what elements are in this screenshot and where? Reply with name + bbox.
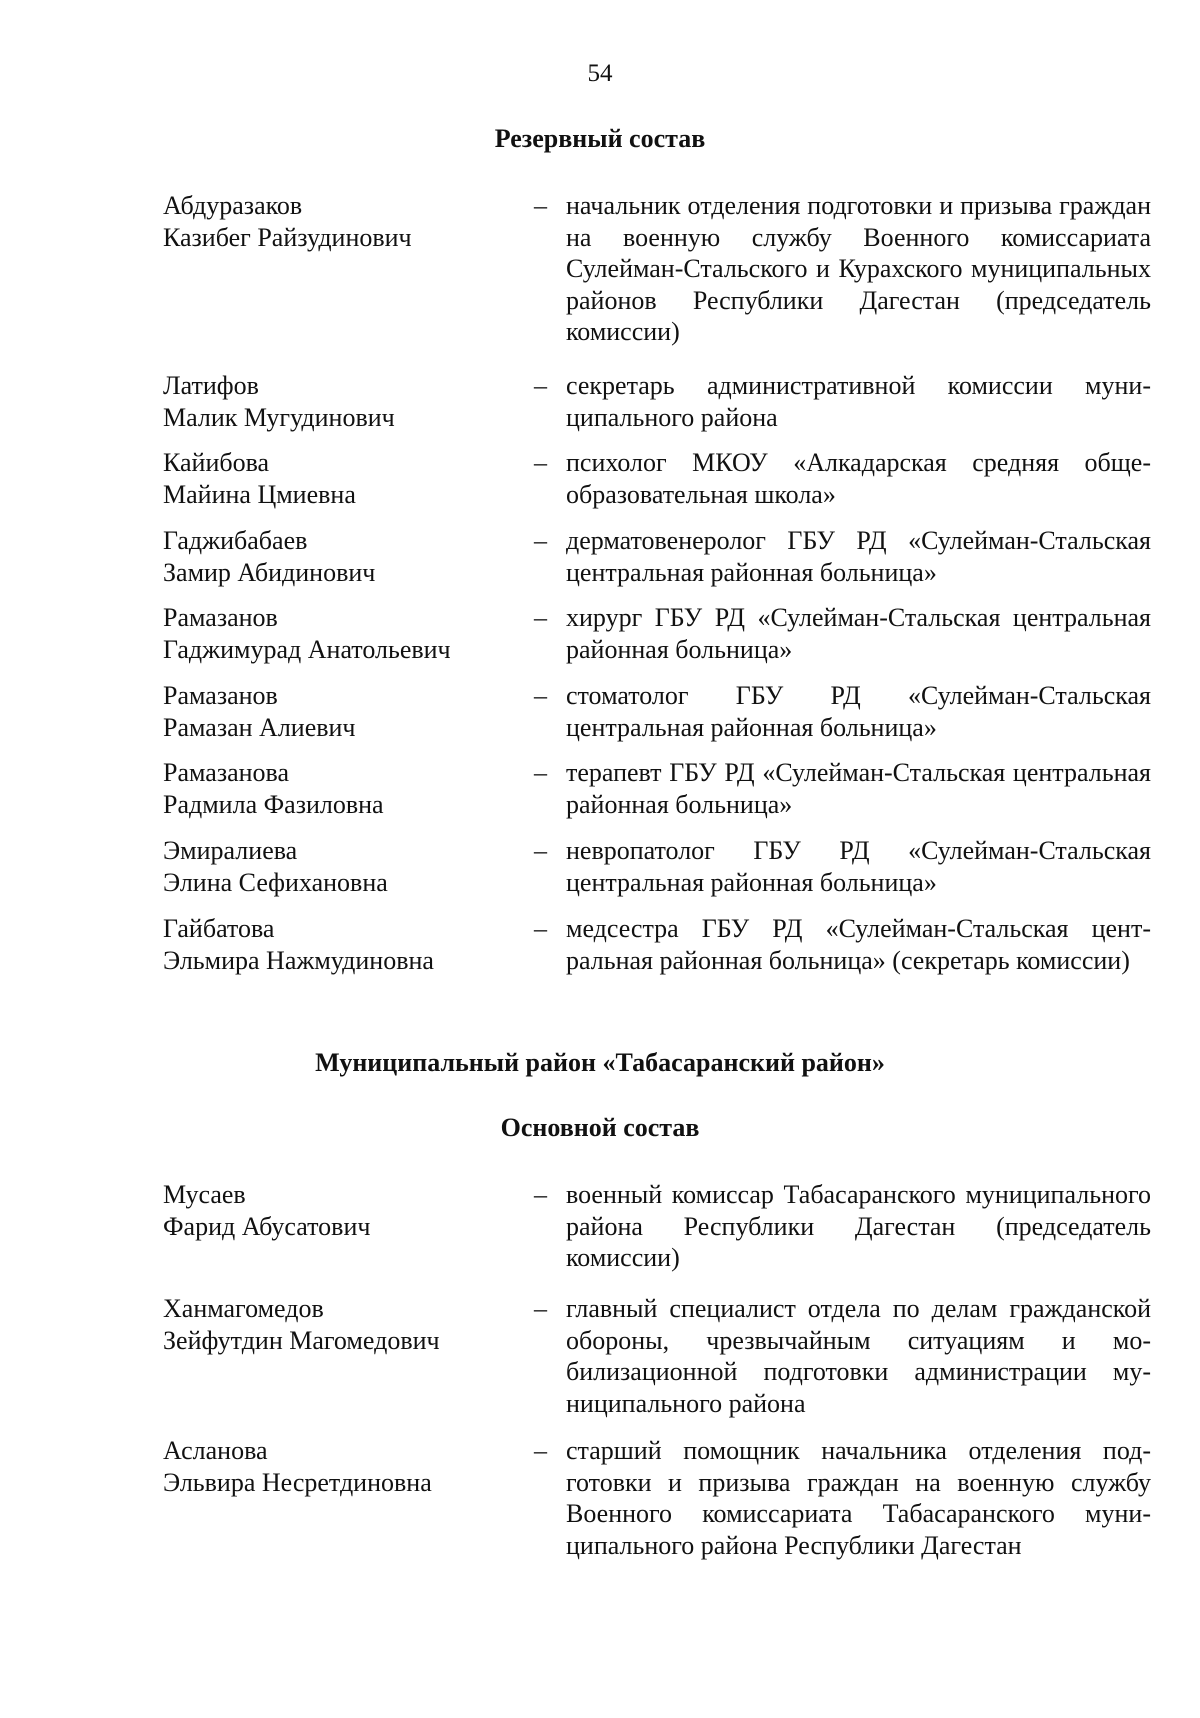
member-surname: Мусаев	[163, 1180, 246, 1209]
reserve-composition-heading: Резервный состав	[494, 124, 706, 153]
member-given-names: Радмила Фазиловна	[163, 789, 384, 819]
member-position: невропатолог ГБУ РД «Сулейман-Стальская центральная районная больница»	[566, 836, 1151, 897]
member-surname: Латифов	[163, 371, 259, 400]
dash-separator: –	[534, 1294, 547, 1323]
member-position: главный специалист отдела по делам гражданской обороны, чрезвычайным ситуациям и мобилизационной подготовки администрации муниципального района	[566, 1294, 1151, 1418]
member-position: психолог МКОУ «Алкадарская средняя общеобразовательная школа»	[566, 448, 1151, 509]
member-position: старший помощник начальника отделения подготовки и призыва граждан на военную службу Военного комиссариата Табасаранского муниципального района Республики Дагестан	[566, 1436, 1151, 1560]
main-composition-heading: Основной состав	[500, 1113, 700, 1142]
member-position: стоматолог ГБУ РД «Сулейман-Стальская центральная районная больница»	[566, 681, 1151, 742]
member-given-names: Зейфутдин Магомедович	[163, 1325, 440, 1355]
member-position: военный комиссар Табасаранского муниципального района Республики Дагестан (председатель комиссии)	[566, 1180, 1151, 1272]
member-position: хирург ГБУ РД «Сулейман-Стальская центральная районная больница»	[566, 603, 1151, 664]
dash-separator: –	[534, 448, 547, 477]
dash-separator: –	[534, 603, 547, 632]
dash-separator: –	[534, 526, 547, 555]
dash-separator: –	[534, 1180, 547, 1209]
member-position: секретарь административной комиссии муниципального района	[566, 371, 1151, 432]
member-position: медсестра ГБУ РД «Сулейман-Стальская центральная районная больница» (секретарь комиссии)	[566, 914, 1151, 975]
district-heading: Муниципальный район «Табасаранский район»	[315, 1048, 885, 1077]
member-name	[163, 370, 533, 433]
member-name	[163, 1293, 533, 1356]
member-position: терапевт ГБУ РД «Сулейман-Стальская центральная районная больница»	[566, 758, 1151, 819]
member-given-names: Эльмира Нажмудиновна	[163, 945, 434, 975]
page-number: 54	[587, 60, 613, 87]
member-name	[163, 190, 533, 253]
dash-separator: –	[534, 681, 547, 710]
member-given-names: Казибег Райзудинович	[163, 222, 412, 252]
member-given-names: Гаджимурад Анатольевич	[163, 634, 451, 664]
member-name	[163, 680, 533, 743]
member-position: дерматовенеролог ГБУ РД «Сулейман-Стальская центральная районная больница»	[566, 526, 1151, 587]
member-surname: Абдуразаков	[163, 191, 303, 220]
member-name	[163, 913, 533, 976]
member-name	[163, 525, 533, 588]
member-surname: Гаджибабаев	[163, 526, 308, 555]
member-given-names: Фарид Абусатович	[163, 1211, 371, 1241]
member-name	[163, 447, 533, 510]
member-surname: Гайбатова	[163, 914, 275, 943]
member-given-names: Элина Сефихановна	[163, 867, 388, 897]
dash-separator: –	[534, 371, 547, 400]
dash-separator: –	[534, 1436, 547, 1465]
member-surname: Асланова	[163, 1436, 268, 1465]
dash-separator: –	[534, 758, 547, 787]
member-name	[163, 1179, 533, 1242]
member-name	[163, 1435, 533, 1498]
member-surname: Ханмагомедов	[163, 1294, 324, 1323]
member-given-names: Рамазан Алиевич	[163, 712, 356, 742]
member-given-names: Малик Мугудинович	[163, 402, 395, 432]
member-given-names: Замир Абидинович	[163, 557, 376, 587]
member-surname: Рамазанов	[163, 681, 278, 710]
member-surname: Рамазанов	[163, 603, 278, 632]
member-name	[163, 757, 533, 820]
member-position: начальник отделения подготовки и призыва граждан на военную службу Военного комиссариата Сулейман-Стальского и Курахского муниципальных районов Республики Дагестан (председатель комиссии)	[566, 191, 1151, 346]
member-name	[163, 835, 533, 898]
member-surname: Кайибова	[163, 448, 270, 477]
member-given-names: Майина Цмиевна	[163, 479, 356, 509]
member-given-names: Эльвира Несретдиновна	[163, 1467, 432, 1497]
member-name	[163, 602, 533, 665]
dash-separator: –	[534, 191, 547, 220]
dash-separator: –	[534, 914, 547, 943]
member-surname: Эмиралиева	[163, 836, 298, 865]
member-surname: Рамазанова	[163, 758, 290, 787]
dash-separator: –	[534, 836, 547, 865]
